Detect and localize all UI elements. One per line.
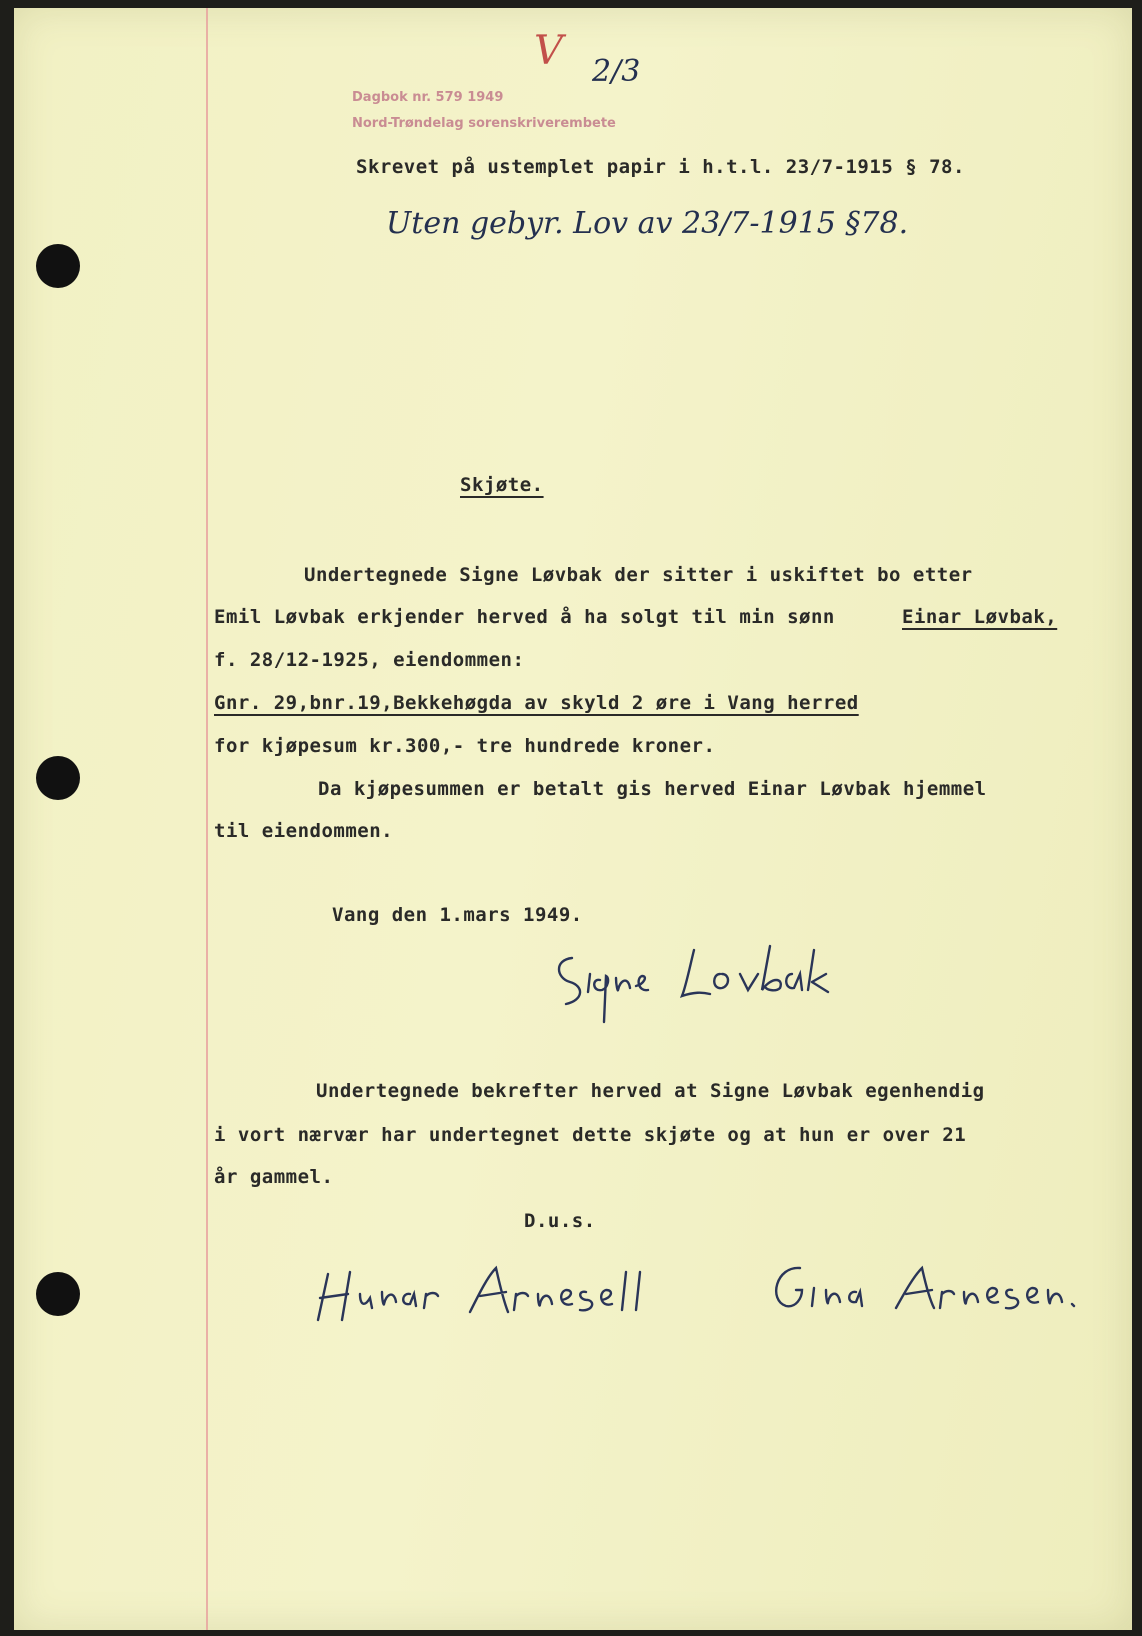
document-page bbox=[14, 8, 1132, 1630]
closing-dus: D.u.s. bbox=[524, 1210, 596, 1232]
signature-witness-1 bbox=[310, 1242, 670, 1332]
margin-rule bbox=[206, 8, 208, 1630]
body-line: f. 28/12-1925, eiendommen: bbox=[214, 649, 525, 671]
witness-line: Undertegnede bekrefter herved at Signe Løvbak egenhendig bbox=[316, 1080, 985, 1102]
body-line: Emil Løvbak erkjender herved å ha solgt til min sønn bbox=[214, 606, 835, 628]
header-typed: Skrevet på ustemplet papir i h.t.l. 23/7-1915 § 78. bbox=[356, 156, 965, 178]
stamp-line-2: Nord-Trøndelag sorenskriverembete bbox=[352, 116, 616, 131]
body-line: Da kjøpesummen er betalt gis herved Einar Løvbak hjemmel bbox=[318, 778, 987, 800]
body-line: Undertegnede Signe Løvbak der sitter i uskiftet bo etter bbox=[304, 564, 973, 586]
punch-hole bbox=[36, 756, 80, 800]
punch-hole bbox=[36, 1272, 80, 1316]
document-title: Skjøte. bbox=[460, 474, 544, 496]
body-line: til eiendommen. bbox=[214, 820, 394, 842]
signature-witness-2 bbox=[756, 1244, 1086, 1334]
handwritten-date: 2/3 bbox=[592, 54, 641, 89]
header-handwritten: Uten gebyr. Lov av 23/7-1915 §78. bbox=[386, 206, 909, 241]
stamp-line-1: Dagbok nr. 579 1949 bbox=[352, 90, 504, 105]
witness-line: i vort nærvær har undertegnet dette skjøte og at hun er over 21 bbox=[214, 1124, 967, 1146]
punch-hole bbox=[36, 244, 80, 288]
signature-seller bbox=[544, 930, 864, 1030]
witness-line: år gammel. bbox=[214, 1166, 334, 1188]
handwritten-check-mark: V bbox=[534, 28, 563, 74]
body-line: for kjøpesum kr.300,- tre hundrede kroner. bbox=[214, 735, 716, 757]
registry-stamp bbox=[344, 72, 744, 142]
place-date: Vang den 1.mars 1949. bbox=[332, 904, 583, 926]
property-line: Gnr. 29,bnr.19,Bekkehøgda av skyld 2 øre i Vang herred bbox=[214, 692, 859, 714]
buyer-name: Einar Løvbak, bbox=[902, 606, 1058, 628]
